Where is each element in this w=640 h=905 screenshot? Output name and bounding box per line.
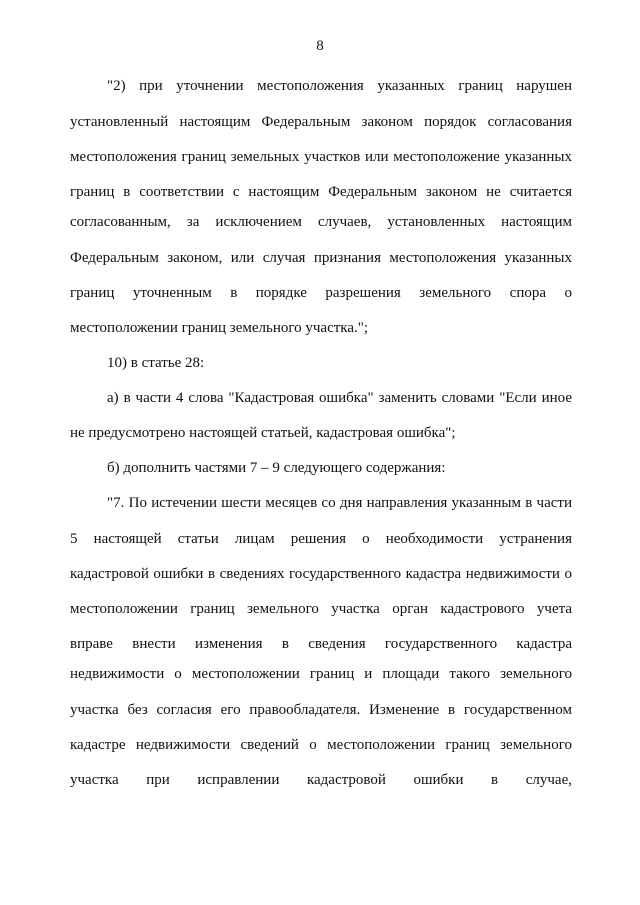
text-line: местоположении границ земельного участка."; [70, 320, 369, 336]
page-number: 8 [316, 38, 324, 54]
text-line: недвижимости о местоположении границ и площади такого земельного [70, 666, 572, 682]
text-line: Федеральным законом, или случая признания местоположения указанных [70, 250, 572, 266]
text-line: местоположении границ земельного участка орган кадастрового учета [70, 601, 572, 617]
text-line: "2) при уточнении местоположения указанных границ нарушен [107, 78, 572, 94]
text-line: участка при исправлении кадастровой ошибки в случае, [70, 772, 572, 788]
text-line: 5 настоящей статьи лицам решения о необходимости устранения [70, 531, 572, 547]
text-line: а) в части 4 слова "Кадастровая ошибка" заменить словами "Если иное [107, 390, 572, 406]
text-line: границ уточненным в порядке разрешения земельного спора о [70, 285, 572, 301]
text-line: согласованным, за исключением случаев, установленных настоящим [70, 214, 572, 230]
text-line: участка без согласия его правообладателя. Изменение в государственном [70, 702, 572, 718]
text-line: не предусмотрено настоящей статьей, кадастровая ошибка"; [70, 425, 456, 441]
text-line: б) дополнить частями 7 – 9 следующего содержания: [107, 460, 446, 476]
text-line: кадастре недвижимости сведений о местоположении границ земельного [70, 737, 572, 753]
text-line: местоположения границ земельных участков или местоположение указанных [70, 149, 572, 165]
text-line: 10) в статье 28: [107, 355, 205, 371]
text-line: границ в соответствии с настоящим Федеральным законом не считается [70, 184, 572, 200]
text-line: вправе внести изменения в сведения государственного кадастра [70, 636, 572, 652]
text-line: кадастровой ошибки в сведениях государственного кадастра недвижимости о [70, 566, 572, 582]
text-line: установленный настоящим Федеральным законом порядок согласования [70, 114, 572, 130]
text-line: "7. По истечении шести месяцев со дня направления указанным в части [107, 495, 572, 511]
